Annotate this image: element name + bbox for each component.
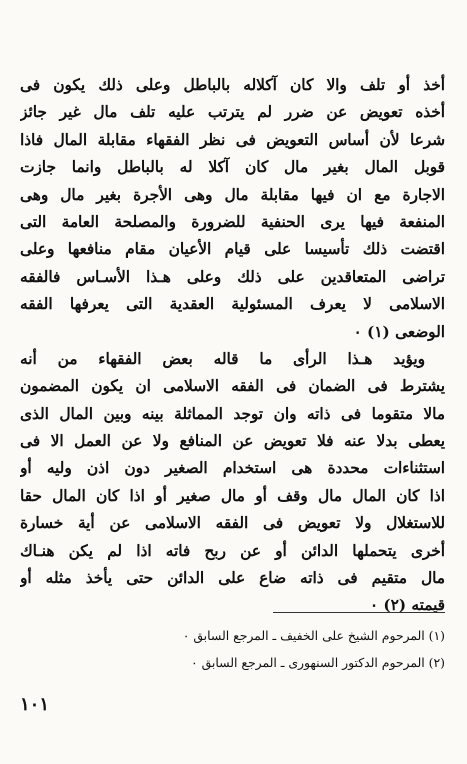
text-line: أخذه تعويض عن ضرر لم يترتب عليه تلف مال غير جائز [20, 103, 445, 122]
footnotes [20, 622, 445, 676]
footnote-divider [273, 612, 445, 613]
footnote-2: (٢) المرحوم الدكتور السنهورى ـ المرجع السابق ٠ [191, 655, 445, 670]
text-line: تراضى المتعاقدين على ذلك وعلى هـذا الأسـاس فالفقه [20, 267, 445, 286]
text-line: الاجارة مع ان فيها مقابلة مال وهى الأجرة بغير مال وهى [20, 185, 445, 204]
text-line: أخذ أو تلف والا كان آكلاله بالباطل وعلى ذلك يكون فى [20, 76, 445, 94]
body-text [20, 72, 445, 620]
text-line: يشترط فى الضمان فى الفقه الاسلامى ان يكون المضمون [20, 377, 445, 396]
footnote-1: (١) المرحوم الشيخ على الخفيف ـ المرجع السابق ٠ [182, 628, 445, 643]
paragraph-end-line: الوضعى (١) ٠ [353, 322, 445, 341]
text-line: المنفعة فيها يرى الحنفية للضرورة والمصلحة العامة التى [20, 212, 445, 231]
text-line: مال متقيم فى ذاته ضاع على الدائن حتى يأخذ مثله أو [20, 569, 445, 588]
text-line: شرعا لأن أساس التعويض فى نظر الفقهاء مقابلة المال فاذا [20, 130, 445, 149]
text-line: قوبل المال بغير مال كان آكلا له بالباطل وانما جازت [20, 158, 445, 177]
text-line: استثناءات محددة هى استخدام الصغير دون اذن وليه أو [20, 459, 445, 478]
text-line: يعطى بدلا عنه فلا تعويض عن المنافع ولا عن العمل الا فى [20, 432, 445, 451]
text-line: اقتضت ذلك تأسيسا على قيام الأعيان مقام منافعها وعلى [20, 240, 445, 259]
paragraph-end-line: قيمته (٢) ٠ [369, 596, 445, 615]
text-line: أخرى يتحملها الدائن أو عن ربح فاته اذا لم يكن هنـاك [20, 541, 445, 560]
text-line: للاستغلال ولا تعويض فى الفقه الاسلامى عن أية خسارة [20, 514, 445, 533]
text-line: الاسلامى لا يعرف المسئولية العقدية التى يعرفها الفقه [20, 295, 445, 314]
page-number: ١٠١ [20, 694, 50, 715]
paragraph-start-line: ويؤيد هـذا الرأى ما قاله بعض الفقهاء من أنه [20, 349, 425, 368]
text-line: مالا متقوما فى ذاته وان توجد المماثلة بينه وبين المال الذى [20, 404, 445, 423]
text-line: اذا كان المال مال وقف أو مال صغير أو اذا كان المال حقا [20, 486, 445, 505]
